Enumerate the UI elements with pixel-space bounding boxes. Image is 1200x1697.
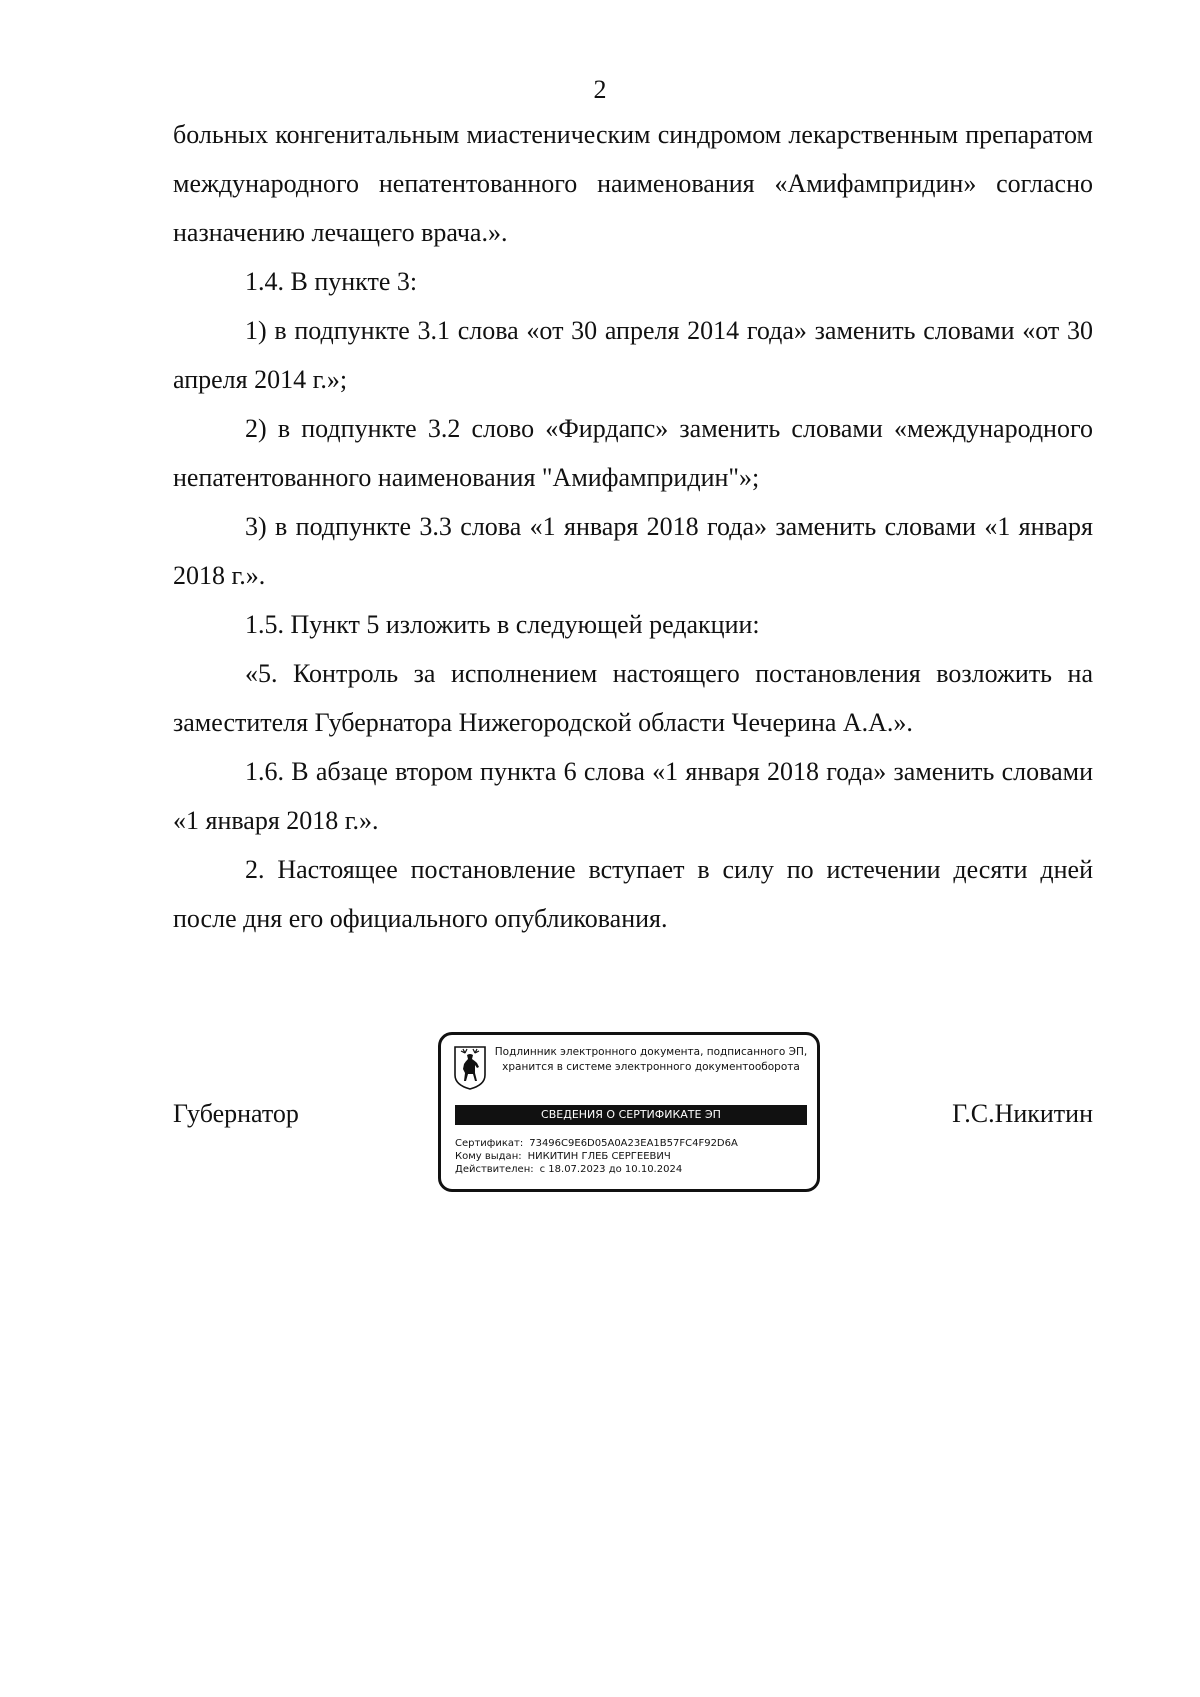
- stamp-header-line: Подлинник электронного документа, подписанного ЭП,: [494, 1046, 808, 1058]
- validity-row: [455, 1163, 811, 1176]
- certificate-label: Сертификат:: [455, 1138, 524, 1149]
- issued-to-value: НИКИТИН ГЛЕБ СЕРГЕЕВИЧ: [527, 1151, 671, 1162]
- paragraph-1-5: 1.5. Пункт 5 изложить в следующей редакции:: [245, 610, 760, 639]
- signatory-name: Г.С.Никитин: [952, 1099, 1093, 1128]
- issued-to-row: [455, 1150, 811, 1163]
- validity-value: с 18.07.2023 до 10.10.2024: [539, 1164, 683, 1175]
- paragraph-2: 2. Настоящее постановление вступает в силу по истечении десяти дней после дня его официального опубликования.: [173, 855, 1093, 933]
- stamp-title: СВЕДЕНИЯ О СЕРТИФИКАТЕ ЭП: [455, 1105, 807, 1125]
- electronic-signature-stamp: [438, 1032, 820, 1192]
- signatory-position: Губернатор: [173, 1099, 299, 1128]
- stamp-header-line: хранится в системе электронного документооборота: [502, 1061, 800, 1073]
- issued-to-label: Кому выдан:: [455, 1151, 522, 1162]
- document-body: [173, 110, 1093, 943]
- deer-coat-of-arms-icon: [453, 1045, 487, 1091]
- paragraph-1-4-3: 3) в подпункте 3.3 слова «1 января 2018 года» заменить словами «1 января 2018 г.».: [173, 512, 1093, 590]
- paragraph-continuation: больных конгенитальным миастеническим синдромом лекарственным препаратом международного непатентованного наименования «Амифампридин» согласно назначению лечащего врача.».: [173, 120, 1093, 247]
- paragraph-1-4-1: 1) в подпункте 3.1 слова «от 30 апреля 2014 года» заменить словами «от 30 апреля 2014 г.»;: [173, 316, 1093, 394]
- certificate-row: [455, 1137, 811, 1150]
- validity-label: Действителен:: [455, 1164, 534, 1175]
- stamp-header: [491, 1045, 811, 1075]
- paragraph-1-5-quote: «5. Контроль за исполнением настоящего постановления возложить на заместителя Губернатора Нижегородской области Чечерина А.А.».: [173, 659, 1093, 737]
- certificate-value: 73496C9E6D05A0A23EA1B57FC4F92D6A: [529, 1138, 738, 1149]
- paragraph-1-4: 1.4. В пункте 3:: [245, 267, 418, 296]
- stamp-details: [455, 1137, 811, 1176]
- signature-block: [173, 1032, 1093, 1228]
- paragraph-1-6: 1.6. В абзаце втором пункта 6 слова «1 января 2018 года» заменить словами «1 января 2018 г.».: [173, 757, 1093, 835]
- page-number: 2: [593, 75, 607, 104]
- paragraph-1-4-2: 2) в подпункте 3.2 слово «Фирдапс» заменить словами «международного непатентованного наименования "Амифампридин"»;: [173, 414, 1093, 492]
